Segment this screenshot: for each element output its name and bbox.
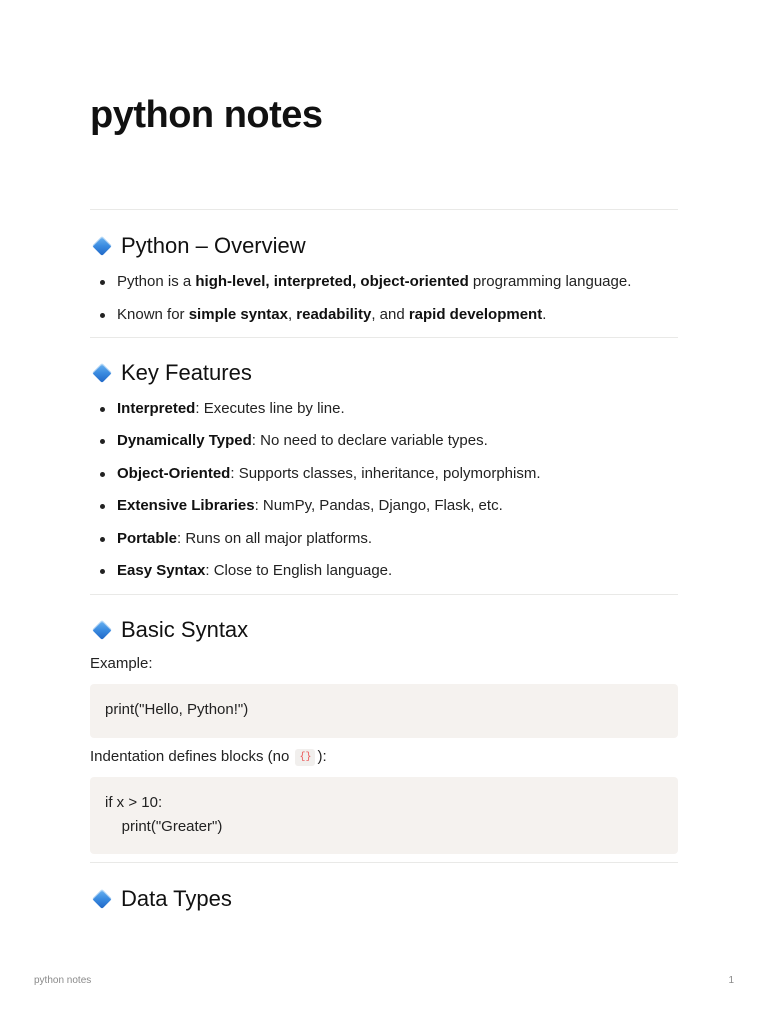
list-item: Extensive Libraries: NumPy, Pandas, Django, Flask, etc.: [90, 496, 678, 516]
list-item: Portable: Runs on all major platforms.: [90, 529, 678, 549]
list-item: Python is a high-level, interpreted, object-oriented programming language.: [90, 272, 678, 292]
heading-basic-syntax-text: Basic Syntax: [121, 617, 249, 642]
indentation-note: Indentation defines blocks (no {} ):: [90, 748, 327, 765]
small-blue-diamond-icon: [92, 363, 112, 383]
divider: [90, 209, 678, 210]
divider: [90, 594, 678, 595]
heading-key-features: [90, 358, 252, 388]
code-block-hello: print("Hello, Python!"): [90, 684, 678, 738]
code-block-if: if x > 10: print("Greater"): [90, 777, 678, 854]
heading-key-features-text: Key Features: [121, 360, 252, 385]
list-item: Object-Oriented: Supports classes, inheritance, polymorphism.: [90, 464, 678, 484]
footer-page-number: 1: [728, 975, 734, 986]
inline-code: {}: [295, 749, 315, 766]
small-blue-diamond-icon: [92, 889, 112, 909]
heading-overview: [90, 231, 306, 261]
list-item: Easy Syntax: Close to English language.: [90, 561, 678, 581]
heading-overview-text: Python – Overview: [121, 233, 306, 258]
heading-data-types-text: Data Types: [121, 886, 232, 911]
small-blue-diamond-icon: [92, 620, 112, 640]
list-item: Dynamically Typed: No need to declare variable types.: [90, 431, 678, 451]
list-item: Interpreted: Executes line by line.: [90, 399, 678, 419]
small-blue-diamond-icon: [92, 236, 112, 256]
list-item: Known for simple syntax, readability, and rapid development.: [90, 305, 678, 325]
example-label: Example:: [90, 655, 153, 672]
footer-doc-title: python notes: [34, 975, 92, 986]
page-title: python notes: [90, 94, 323, 136]
divider: [90, 337, 678, 338]
heading-data-types: [90, 884, 232, 914]
overview-list: [90, 272, 678, 325]
features-list: [90, 399, 678, 581]
heading-basic-syntax: [90, 615, 248, 645]
divider: [90, 862, 678, 863]
